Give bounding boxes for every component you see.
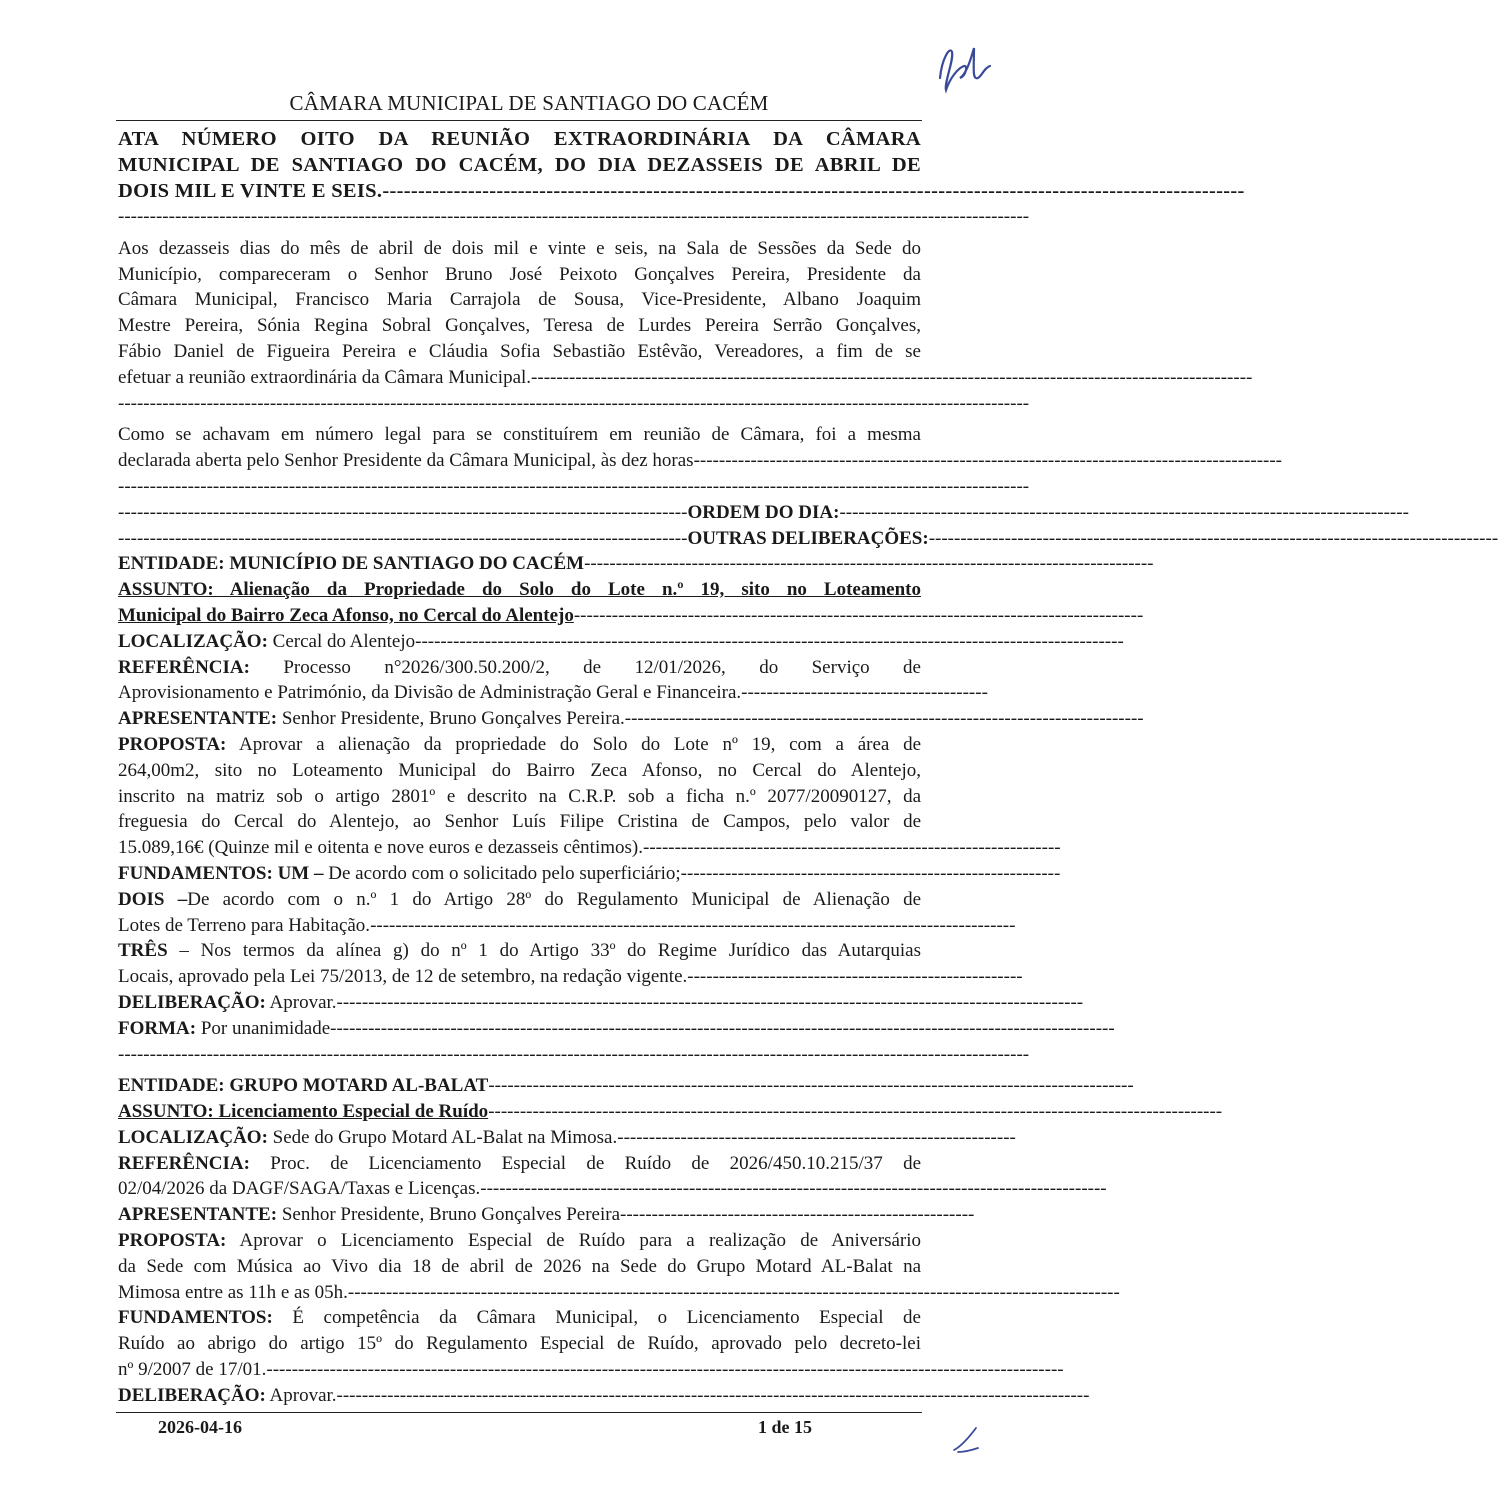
item1-grounds-two-line-2: Lotes de Terreno para Habitação. ------------------------------------------------------------------------------------------------------ [118,914,1016,936]
header-divider [116,120,922,121]
minutes-title-line-1: ATA NÚMERO OITO DA REUNIÃO EXTRAORDINÁRIA DA CÂMARA [118,128,921,150]
item2-location: LOCALIZAÇÃO: Sede do Grupo Motard AL-Balat na Mimosa. --------------------------------------------------------------- [118,1126,1016,1148]
item1-reference-line-2: Aprovisionamento e Património, da Divisão de Administração Geral e Financeira. --------------------------------------- [118,682,988,704]
minutes-title-line-2: MUNICIPAL DE SANTIAGO DO CACÉM, DO DIA DEZASSEIS DE ABRIL DE [118,154,921,176]
item1-subject-line-1: ASSUNTO: Alienação da Propriedade do Solo do Lote n.º 19, sito no Loteamento [118,579,921,601]
opening-paragraph-line: Aos dezasseis dias do mês de abril de dois mil e vinte e seis, na Sala de Sessões da Sede do [118,237,921,259]
item1-location: LOCALIZAÇÃO: Cercal do Alentejo ---------------------------------------------------------------------------------------------------------------- [118,630,1124,652]
item1-grounds-three-line-1: TRÊS – Nos termos da alínea g) do nº 1 do Artigo 33º do Regime Jurídico das Autarquias [118,940,921,962]
item2-reference-line-1: REFERÊNCIA: Proc. de Licenciamento Especial de Ruído de 2026/450.10.215/37 de [118,1152,921,1174]
signature-initials [930,38,1000,98]
footer-date: 2026-04-16 [158,1417,242,1437]
item1-reference-line-1: REFERÊNCIA: Processo n°2026/300.50.200/2, de 12/01/2026, do Serviço de [118,656,921,678]
item1-vote-form: FORMA: Por unanimidade ---------------------------------------------------------------------------------------------------------------------------- [118,1017,1115,1039]
footer-divider [116,1412,922,1413]
dash-filler: --------------------------------------------------------------------------------------------- [693,450,1283,472]
minutes-body [118,126,1498,1409]
item2-grounds-line-2: Ruído ao abrigo do artigo 15º do Regulamento Especial de Ruído, aprovado pelo decreto-lei [118,1333,921,1355]
item1-grounds-two-line-1: DOIS –De acordo com o n.º 1 do Artigo 28º do Regulamento Municipal de Alienação de [118,888,922,910]
item1-subject-line-2: Municipal do Bairro Zeca Afonso, no Cercal do Alentejo ------------------------------------------------------------------------------------------ [118,604,1144,626]
item1-proposal-line: inscrito na matriz sob o artigo 2801º e descrito na C.R.P. sob a ficha n.º 2077/20090127, da [118,785,921,807]
minutes-title-line-3: DOIS MIL E VINTE E SEIS. ------------------------------------------------------------------------------------------------------------------------- [118,180,1245,202]
item1-presenter: APRESENTANTE: Senhor Presidente, Bruno Gonçalves Pereira. ---------------------------------------------------------------------------------- [118,708,1144,730]
opening-paragraph-line: Câmara Municipal, Francisco Maria Carrajola de Sousa, Vice-Presidente, Albano Joaquim [118,289,921,311]
item1-grounds-one: FUNDAMENTOS: UM – De acordo com o solicitado pelo superficiário; ------------------------------------------------------------ [118,862,1061,884]
item1-proposal-line: 15.089,16€ (Quinze mil e oitenta e nove euros e dezasseis cêntimos). ------------------------------------------------------------------ [118,837,1061,859]
item2-entity: ENTIDADE: GRUPO MOTARD AL-BALAT ------------------------------------------------------------------------------------------------------ [118,1075,1134,1097]
page-number: 1 de 15 [758,1417,812,1437]
opening-paragraph-line: Fábio Daniel de Figueira Pereira e Cláudia Sofia Sebastião Estêvão, Vereadores, a fim de se [118,340,921,362]
dash-separator: ------------------------------------------------------------------------------------------------------------------------------------------------ [118,392,1030,414]
item2-grounds-line-1: FUNDAMENTOS: É competência da Câmara Municipal, o Licenciamento Especial de [118,1307,921,1329]
item1-grounds-three-line-2: Locais, aprovado pela Lei 75/2013, de 12 de setembro, na redação vigente. ----------------------------------------------------- [118,966,1023,988]
item2-proposal-line-3: Mimosa entre as 11h e as 05h. -------------------------------------------------------------------------------------------------------------------------- [118,1281,1120,1303]
other-deliberations-heading: ------------------------------------------------------------------------------------------ OUTRAS DELIBERAÇÕES: ------------------------------------------------------------------------------------------ [118,527,1498,549]
signature-mark [950,1422,984,1456]
item2-subject: ASSUNTO: Licenciamento Especial de Ruído -------------------------------------------------------------------------------------------------------------------- [118,1101,1223,1123]
item2-proposal-line-2: da Sede com Música ao Vivo dia 18 de abril de 2026 na Sede do Grupo Motard AL-Balat na [118,1255,921,1277]
opening-paragraph-line: efetuar a reunião extraordinária da Câmara Municipal. ------------------------------------------------------------------------------------------------------------------ [118,365,921,391]
document-header-title: CÂMARA MUNICIPAL DE SANTIAGO DO CACÉM [289,91,769,115]
item2-proposal-line-1: PROPOSTA: Aprovar o Licenciamento Especial de Ruído para a realização de Aniversário [118,1230,921,1252]
item1-proposal-line: freguesia do Cercal do Alentejo, ao Senhor Luís Filipe Cristina de Campos, pelo valor de [118,811,921,833]
item1-deliberation: DELIBERAÇÃO: Aprovar. ---------------------------------------------------------------------------------------------------------------------- [118,991,1084,1013]
dash-separator: ------------------------------------------------------------------------------------------------------------------------------------------------ [118,475,1030,497]
agenda-heading: ------------------------------------------------------------------------------------------ ORDEM DO DIA: ------------------------------------------------------------------------------------------ [118,501,1409,523]
item1-proposal-line: 264,00m2, sito no Loteamento Municipal do Bairro Zeca Afonso, no Cercal do Alentejo, [118,759,921,781]
item2-reference-line-2: 02/04/2026 da DAGF/SAGA/Taxas e Licenças. --------------------------------------------------------------------------------------------------- [118,1178,1107,1200]
opening-declaration-line: declarada aberta pelo Senhor Presidente da Câmara Municipal, às dez horas --------------------------------------------------------------------------------------------- [118,448,921,474]
dash-filler: ------------------------------------------------------------------------------------------------------------------------- [382,180,1245,202]
item2-deliberation: DELIBERAÇÃO: Aprovar. ----------------------------------------------------------------------------------------------------------------------- [118,1384,1090,1406]
opening-paragraph-line: Mestre Pereira, Sónia Regina Sobral Gonçalves, Teresa de Lurdes Pereira Serrão Gonçalves, [118,315,921,337]
item1-proposal-line-1: PROPOSTA: Aprovar a alienação da propriedade do Solo do Lote nº 19, com a área de [118,733,921,755]
item2-presenter: APRESENTANTE: Senhor Presidente, Bruno Gonçalves Pereira -------------------------------------------------------- [118,1204,975,1226]
opening-declaration-line: Como se achavam em número legal para se constituírem em reunião de Câmara, foi a mesma [118,424,921,446]
dash-separator: ------------------------------------------------------------------------------------------------------------------------------------------------ [118,206,1030,227]
item2-grounds-line-3: nº 9/2007 de 17/01. ------------------------------------------------------------------------------------------------------------------------------ [118,1359,1064,1381]
item1-entity: ENTIDADE: MUNICÍPIO DE SANTIAGO DO CACÉM ------------------------------------------------------------------------------------------ [118,553,1154,575]
dash-filler: ------------------------------------------------------------------------------------------------------------------ [531,366,1253,388]
dash-separator: ------------------------------------------------------------------------------------------------------------------------------------------------ [118,1043,1030,1065]
opening-paragraph-line: Município, compareceram o Senhor Bruno José Peixoto Gonçalves Pereira, Presidente da [118,263,921,285]
